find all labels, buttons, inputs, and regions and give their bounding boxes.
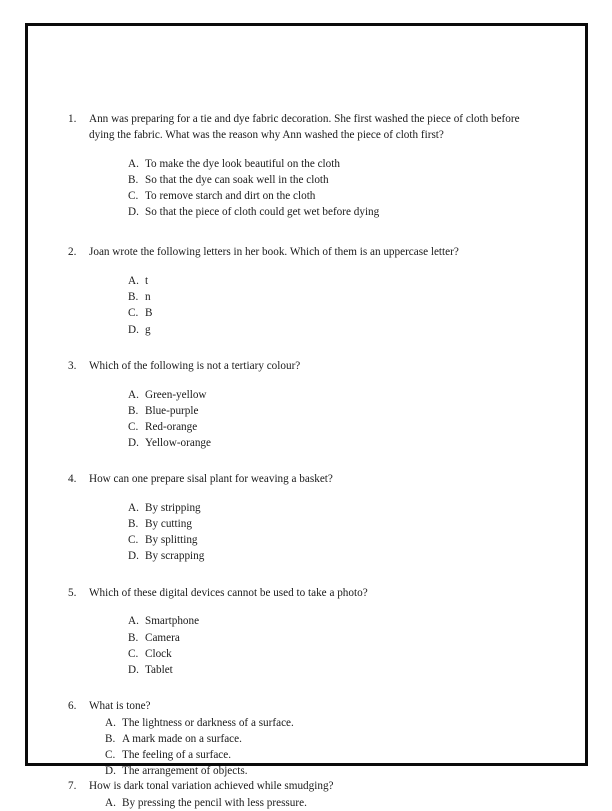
question-heading-7 <box>68 779 520 795</box>
option-1-b[interactable] <box>128 172 520 188</box>
option-text-6-b: A mark made on a surface. <box>122 732 242 745</box>
option-text-6-a: The lightness or darkness of a surface. <box>122 716 294 729</box>
question-text-7: How is dark tonal variation achieved while smudging? <box>89 780 334 793</box>
spacer-1-2 <box>68 220 520 245</box>
question-block-4 <box>68 472 520 564</box>
option-1-c[interactable] <box>128 188 520 204</box>
option-text-1-d: So that the piece of cloth could get wet before dying <box>145 206 380 219</box>
option-letter-6-a: A. <box>105 716 116 729</box>
question-text-5: Which of these digital devices cannot be used to take a photo? <box>89 586 368 599</box>
spacer-3-4 <box>68 451 520 472</box>
option-text-5-b: Camera <box>145 631 180 644</box>
option-letter-6-b: B. <box>105 732 116 745</box>
question-text-1: Ann was preparing for a tie and dye fabric decoration. She first washed the piece of cloth before dying the fabric. What was the reason why Ann washed the piece of cloth first? <box>89 113 520 141</box>
option-letter-4-c: C. <box>128 534 139 547</box>
question-block-6 <box>68 699 520 779</box>
options-list-1 <box>68 156 520 221</box>
spacer-4-5 <box>68 565 520 586</box>
option-4-d[interactable] <box>128 548 520 564</box>
question-text-2: Joan wrote the following letters in her book. Which of them is an uppercase letter? <box>89 246 459 259</box>
option-letter-3-a: A. <box>128 388 139 401</box>
option-2-b[interactable] <box>128 289 520 305</box>
option-text-3-d: Yellow-orange <box>145 437 211 449</box>
option-letter-2-a: A. <box>128 275 139 288</box>
option-letter-6-d: D. <box>105 765 116 778</box>
option-text-5-d: Tablet <box>145 663 173 676</box>
option-text-5-c: Clock <box>145 647 172 660</box>
option-5-c[interactable] <box>128 646 520 662</box>
option-letter-3-d: D. <box>128 437 139 449</box>
option-1-d[interactable] <box>128 204 520 220</box>
option-6-a[interactable] <box>105 715 520 731</box>
question-number-2: 2. <box>68 246 77 259</box>
option-text-2-b: n <box>145 291 151 304</box>
option-4-c[interactable] <box>128 532 520 548</box>
question-heading-1 <box>68 112 520 144</box>
option-letter-4-d: D. <box>128 550 139 563</box>
option-2-a[interactable] <box>128 273 520 289</box>
question-number-3: 3. <box>68 359 77 372</box>
option-text-7-a: By pressing the pencil with less pressure. <box>122 797 307 810</box>
question-number-4: 4. <box>68 473 77 486</box>
option-6-c[interactable] <box>105 747 520 763</box>
question-block-2 <box>68 245 520 337</box>
option-2-d[interactable] <box>128 322 520 338</box>
option-5-b[interactable] <box>128 630 520 646</box>
question-number-7: 7. <box>68 780 77 793</box>
option-5-d[interactable] <box>128 662 520 678</box>
option-6-b[interactable] <box>105 731 520 747</box>
option-text-1-c: To remove starch and dirt on the cloth <box>145 190 316 203</box>
question-heading-6 <box>68 699 520 715</box>
question-block-1 <box>68 112 520 220</box>
option-4-b[interactable] <box>128 516 520 532</box>
option-letter-3-b: B. <box>128 404 139 417</box>
option-letter-4-b: B. <box>128 518 139 531</box>
option-text-3-a: Green-yellow <box>145 388 207 401</box>
question-number-1: 1. <box>68 113 77 125</box>
options-list-4 <box>68 500 520 565</box>
option-text-3-b: Blue-purple <box>145 404 199 417</box>
option-text-2-a: t <box>145 275 149 288</box>
option-text-1-a: To make the dye look beautiful on the cloth <box>145 157 340 170</box>
option-5-a[interactable] <box>128 613 520 629</box>
options-list-7 <box>68 795 520 811</box>
option-letter-1-a: A. <box>128 157 139 170</box>
option-letter-4-a: A. <box>128 502 139 515</box>
option-text-4-b: By cutting <box>145 518 192 531</box>
options-list-2 <box>68 273 520 338</box>
option-6-d[interactable] <box>105 763 520 779</box>
option-letter-6-c: C. <box>105 749 116 762</box>
option-letter-5-a: A. <box>128 615 139 628</box>
option-3-a[interactable] <box>128 387 520 403</box>
question-number-5: 5. <box>68 586 77 599</box>
option-letter-5-b: B. <box>128 631 139 644</box>
question-text-6: What is tone? <box>89 699 151 712</box>
option-2-c[interactable] <box>128 305 520 321</box>
option-letter-5-d: D. <box>128 663 139 676</box>
option-letter-1-c: C. <box>128 190 139 203</box>
options-list-6 <box>68 715 520 780</box>
option-3-b[interactable] <box>128 403 520 419</box>
option-text-4-c: By splitting <box>145 534 198 547</box>
question-heading-4 <box>68 472 520 488</box>
question-heading-2 <box>68 245 520 261</box>
option-letter-7-a: A. <box>105 797 116 810</box>
question-text-3: Which of the following is not a tertiary colour? <box>89 359 301 372</box>
options-list-5 <box>68 613 520 678</box>
option-3-c[interactable] <box>128 419 520 435</box>
question-text-4: How can one prepare sisal plant for weaving a basket? <box>89 473 333 486</box>
question-heading-5 <box>68 586 520 602</box>
questions-container <box>68 112 520 811</box>
options-list-3 <box>68 387 520 452</box>
question-block-3 <box>68 359 520 451</box>
option-text-2-c: B <box>145 307 153 320</box>
option-text-6-d: The arrangement of objects. <box>122 765 248 778</box>
option-letter-1-b: B. <box>128 173 139 186</box>
option-letter-2-b: B. <box>128 291 139 304</box>
question-block-7 <box>68 779 520 811</box>
spacer-5-6 <box>68 678 520 699</box>
option-text-6-c: The feeling of a surface. <box>122 749 232 762</box>
option-letter-5-c: C. <box>128 647 139 660</box>
option-letter-2-c: C. <box>128 307 139 320</box>
spacer-2-3 <box>68 338 520 359</box>
option-letter-1-d: D. <box>128 206 139 219</box>
option-letter-2-d: D. <box>128 323 139 336</box>
option-text-5-a: Smartphone <box>145 615 200 628</box>
option-text-3-c: Red-orange <box>145 420 198 433</box>
option-text-2-d: g <box>145 323 151 336</box>
option-4-a[interactable] <box>128 500 520 516</box>
option-text-1-b: So that the dye can soak well in the cloth <box>145 173 329 186</box>
option-3-d[interactable] <box>128 435 520 451</box>
option-letter-3-c: C. <box>128 420 139 433</box>
question-number-6: 6. <box>68 699 77 712</box>
question-heading-3 <box>68 359 520 375</box>
option-text-4-d: By scrapping <box>145 550 205 563</box>
option-1-a[interactable] <box>128 156 520 172</box>
option-text-4-a: By stripping <box>145 502 201 515</box>
question-block-5 <box>68 586 520 678</box>
option-7-a[interactable] <box>105 795 520 811</box>
